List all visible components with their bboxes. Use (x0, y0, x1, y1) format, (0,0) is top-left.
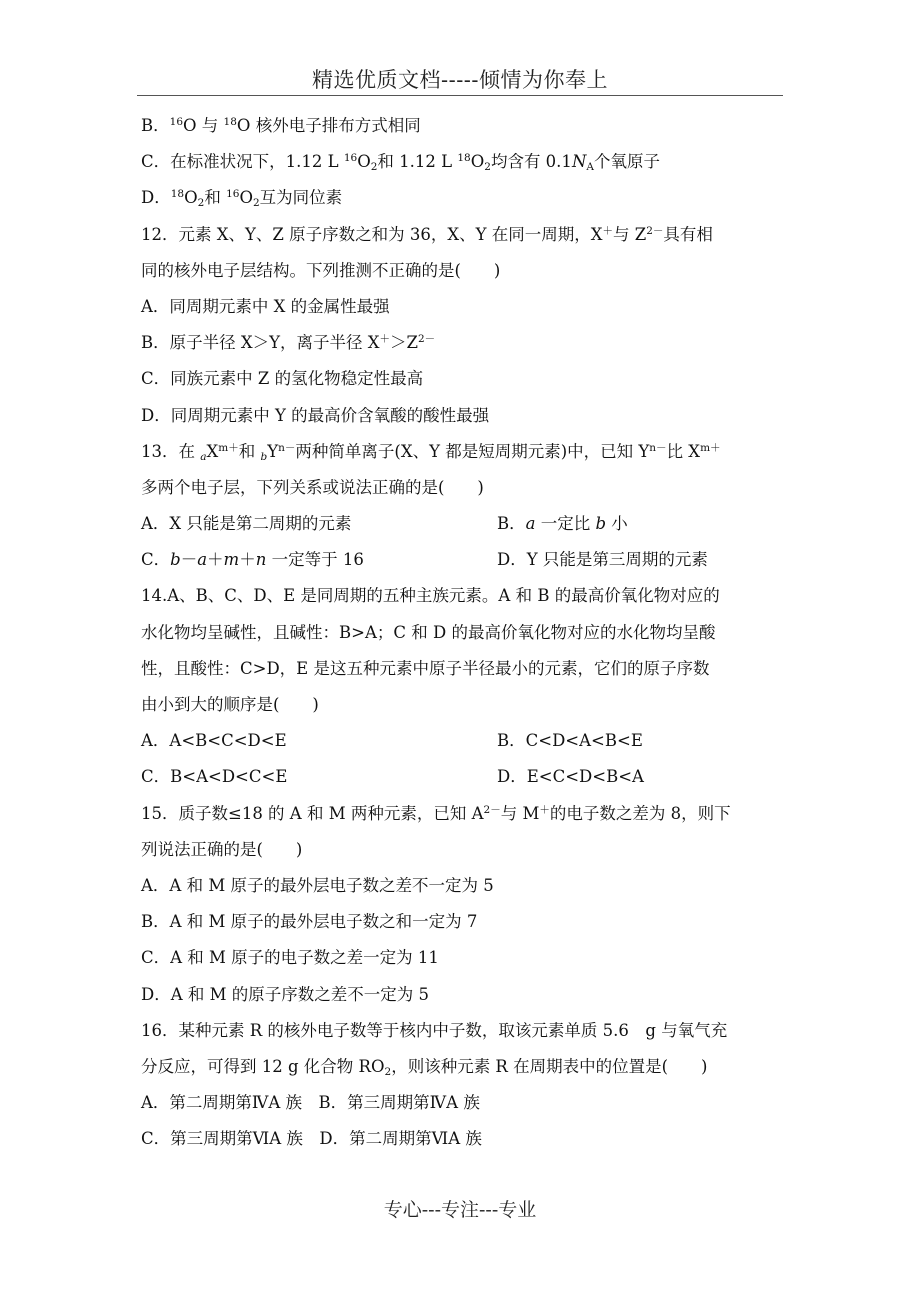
q13-option-a: A．X 只能是第二周期的元素 (141, 514, 352, 534)
q12-option-b: B．原子半径 X＞Y，离子半径 $X^+>Z^{2-}$ (141, 333, 436, 353)
q12-stem-line1: 12．元素 X、Y、Z 原子序数之和为 36，X、Y 在同一周期，X＋与 $Z^{2-}$具有相 (141, 224, 713, 244)
q14-stem-line3: 性，且酸性：C>D，E 是这五种元素中原子半径最小的元素，它们的原子序数 (141, 658, 710, 678)
q13-option-c: C．b－a＋m＋n 一定等于 16 (141, 550, 364, 570)
q15-stem-line2: 列说法正确的是( ) (141, 839, 303, 859)
page-footer: 专心---专注---专业 (383, 1199, 537, 1221)
q14-option-c: C．B<A<D<C<E (141, 767, 288, 787)
q12-option-c: C．同族元素中 Z 的氢化物稳定性最高 (141, 369, 424, 389)
q14-stem-line1: 14.A、B、C、D、E 是同周期的五种主族元素。A 和 B 的最高价氧化物对应的 (141, 586, 720, 606)
q13-stem-line1: 13．在 $_aX^{m+}$和 $_bY^{n-}$两种简单离子(X、Y 都是短周期元素)中，已知 $Y^{n-}$比 $X^{m+}$ (141, 441, 721, 463)
q15-stem-line1: 15．质子数≤18 的 A 和 M 两种元素，已知 $A^{2-}$与 M＋的电子数之差为 8，则下 (141, 803, 731, 823)
q15-option-d: D．A 和 M 的原子序数之差不一定为 5 (141, 984, 430, 1004)
q13-option-b: B．a 一定比 b 小 (497, 514, 628, 534)
q15-option-b: B．A 和 M 原子的最外层电子数之和一定为 7 (141, 912, 478, 932)
q13-option-d: D．Y 只能是第三周期的元素 (497, 550, 708, 570)
q14-option-d: D．E<C<D<B<A (497, 767, 644, 787)
q11-option-b: B．$^{16}$O 与 $^{18}$O 核外电子排布方式相同 (141, 116, 421, 135)
q12-stem-line2: 同的核外电子层结构。下列推测不正确的是( ) (141, 260, 501, 280)
q14-stem-line2: 水化物均呈碱性，且碱性：B>A；C 和 D 的最高价氧化物对应的水化物均呈酸 (141, 622, 716, 642)
q11-option-c: C．在标准状况下，1.12 L $^{16}O_2$和 1.12 L $^{18}O_2$均含有 $0.1N_A$个氧原子 (141, 152, 660, 174)
q14-options-ab (141, 723, 783, 759)
q14-option-a: A．A<B<C<D<E (141, 731, 287, 751)
q16-options-ab: A．第二周期第ⅣA 族 B．第三周期第ⅣA 族 (141, 1093, 480, 1113)
q13-stem-line2: 多两个电子层，下列关系或说法正确的是( ) (141, 477, 484, 497)
q13-options-ab (141, 506, 783, 542)
q14-options-cd (141, 759, 783, 795)
page-header: 精选优质文档-----倾情为你奉上 (312, 68, 608, 92)
q14-option-b: B．C<D<A<B<E (497, 731, 643, 751)
question-content (141, 108, 783, 1157)
q11-option-d: D．$^{18}O_2$和 $^{16}O_2$互为同位素 (141, 188, 343, 210)
q14-stem-line4: 由小到大的顺序是( ) (141, 695, 319, 714)
q15-option-c: C．A 和 M 原子的电子数之差一定为 11 (141, 948, 439, 968)
q16-stem-line1: 16．某种元素 R 的核外电子数等于核内中子数，取该元素单质 5.6 g 与氧气充 (141, 1020, 728, 1040)
q15-option-a: A．A 和 M 原子的最外层电子数之差不一定为 5 (141, 875, 494, 895)
q12-option-a: A．同周期元素中 X 的金属性最强 (141, 296, 390, 316)
header-divider (137, 95, 783, 96)
q13-options-cd (141, 542, 783, 578)
q16-options-cd: C．第三周期第ⅥA 族 D．第二周期第ⅥA 族 (141, 1129, 482, 1149)
q12-option-d: D．同周期元素中 Y 的最高价含氧酸的酸性最强 (141, 405, 490, 425)
q16-stem-line2: 分反应，可得到 12 g 化合物 $RO_2$，则该种元素 R 在周期表中的位置是( ) (141, 1056, 708, 1078)
